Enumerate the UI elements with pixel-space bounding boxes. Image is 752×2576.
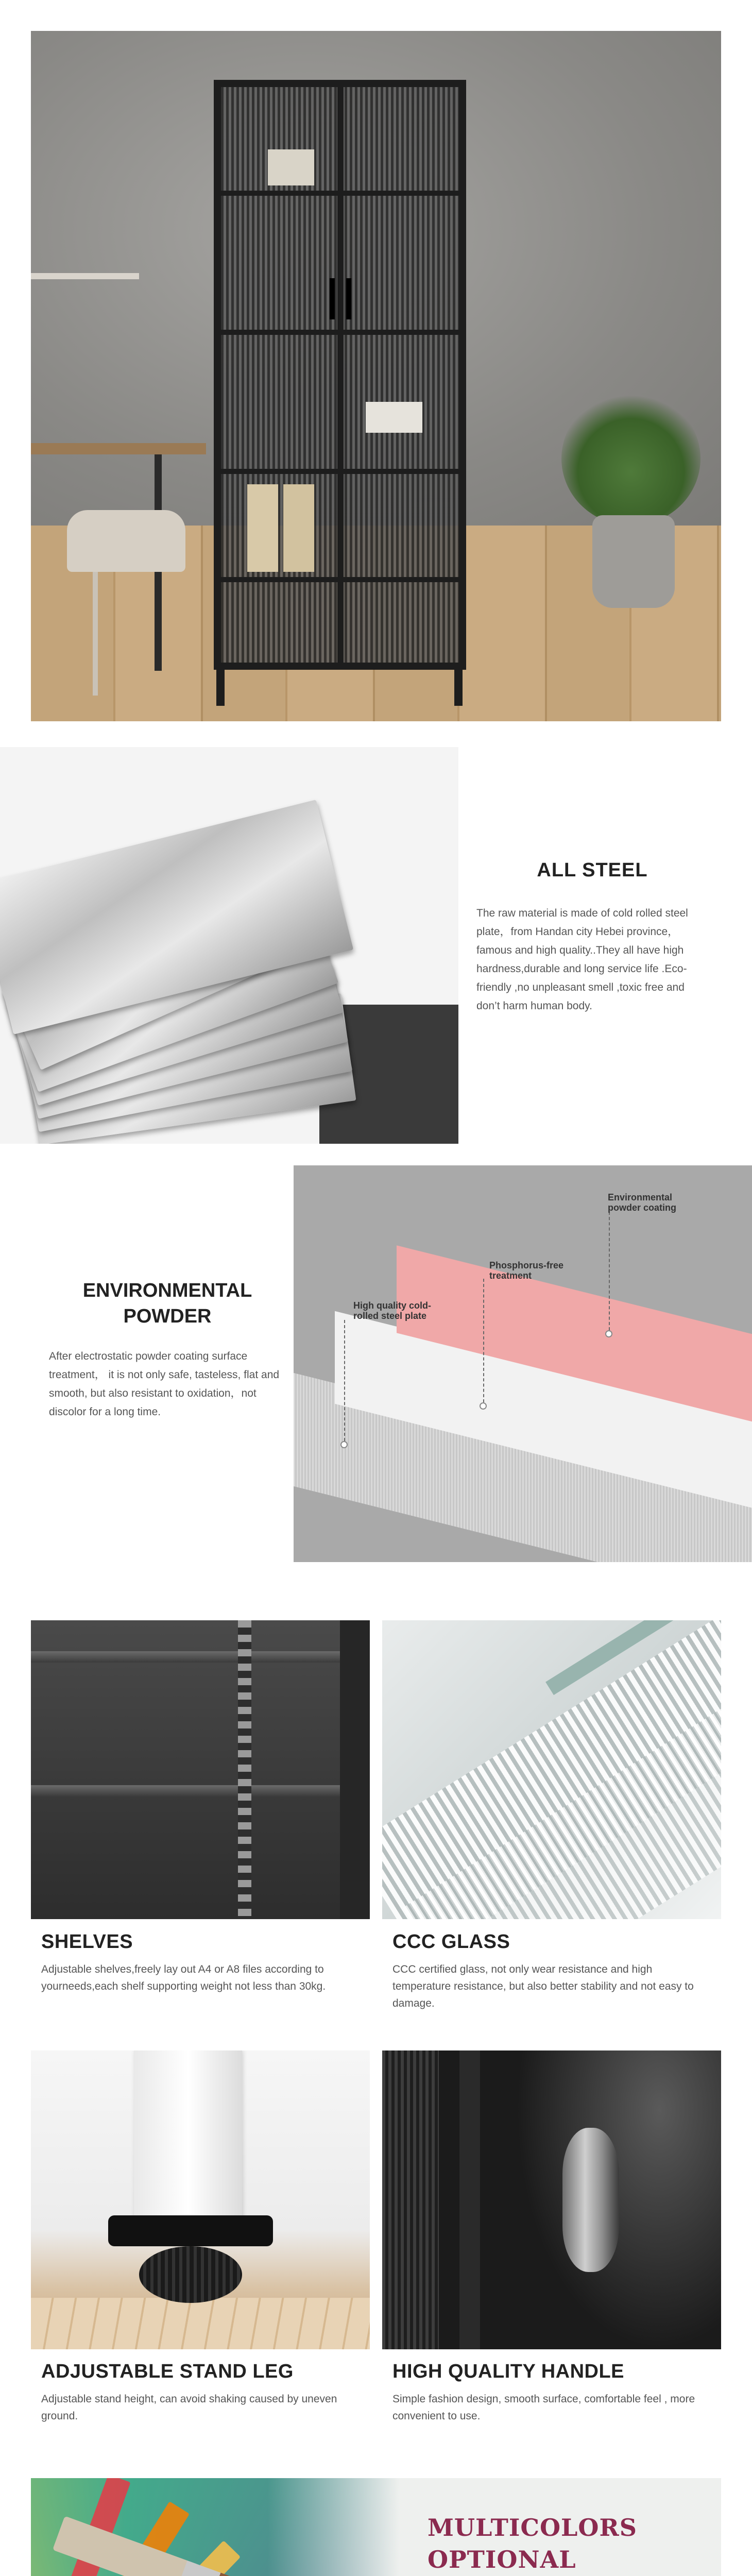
multicolors-title xyxy=(428,2512,695,2575)
title-line-1: ENVIRONMENTAL xyxy=(82,1280,252,1301)
environmental-powder-title xyxy=(49,1278,286,1329)
shelves-description: Adjustable shelves,freely lay out A4 or A8 files according to yourneeds,each shelf supporting weight not less than 30kg. xyxy=(41,1963,326,1992)
adjustable-foot xyxy=(139,2246,242,2303)
decor-frame xyxy=(268,149,314,185)
cabinet-shelf xyxy=(221,330,459,335)
callout-phosphorus: Phosphorus-free treatment xyxy=(489,1260,564,1281)
title-line-1: MULTICOLORS xyxy=(428,2514,637,2541)
ribbed-glass-image xyxy=(382,1620,721,1919)
all-steel-description: The raw material is made of cold rolled steel plate，from Handan city Hebei province，famous and high quality..They all have high hardness,durable and long service life .Eco-friendly ,no unpleasant smell ,toxic free and don’t harm human body. xyxy=(476,907,688,1012)
cabinet-handle xyxy=(346,278,351,319)
cabinet-side-panel xyxy=(340,1620,370,1919)
callout-line xyxy=(609,1212,610,1330)
stand-leg-description: Adjustable stand height, can avoid shaking caused by uneven ground. xyxy=(41,2393,337,2422)
all-steel-title: ALL STEEL xyxy=(537,859,648,881)
color-swatch-fan-image xyxy=(31,2478,422,2576)
callout-dot xyxy=(605,1330,612,1337)
image-fade xyxy=(268,2478,422,2576)
callout-line xyxy=(344,1320,345,1441)
handle-title: HIGH QUALITY HANDLE xyxy=(392,2361,625,2382)
handle-description: Simple fashion design, smooth surface, comfortable feel , more convenient to use. xyxy=(392,2393,695,2422)
cabinet-leg-post xyxy=(134,2050,242,2226)
callout-environmental: Environmental powder coating xyxy=(608,1192,677,1213)
title-line-2: OPTIONAL xyxy=(428,2546,576,2573)
coating-layers-diagram xyxy=(294,1165,752,1562)
door-handle xyxy=(562,2128,619,2272)
cabinet-shelf xyxy=(221,191,459,196)
desk-top xyxy=(31,443,206,454)
steel-plates-image xyxy=(0,747,458,1144)
chair-leg xyxy=(93,572,98,696)
shelf-plank xyxy=(31,1785,340,1797)
leg-bracket xyxy=(108,2215,273,2246)
callout-line xyxy=(483,1279,484,1402)
plant-pot xyxy=(592,515,675,608)
door-frame xyxy=(459,2050,480,2349)
handle-image xyxy=(382,2050,721,2349)
cabinet-handle xyxy=(330,278,335,319)
ribbed-glass-edge xyxy=(382,2050,439,2349)
cabinet-shelf xyxy=(221,577,459,582)
title-line-2: POWDER xyxy=(123,1306,212,1327)
shelf-plank xyxy=(31,1651,340,1663)
cabinet-foot xyxy=(216,670,225,706)
shelf-adjustment-rail xyxy=(238,1620,251,1919)
wall-shelf xyxy=(31,273,139,279)
stand-leg-title: ADJUSTABLE STAND LEG xyxy=(41,2361,294,2382)
environmental-powder-description: After electrostatic powder coating surface treatment， it is not only safe, tasteless, flat and smooth, but also resistant to oxidation，not discolor for a long time. xyxy=(49,1350,280,1418)
storage-box xyxy=(366,402,422,433)
callout-dot xyxy=(480,1402,487,1410)
binder xyxy=(247,484,278,572)
chair xyxy=(67,510,185,572)
shelves-title: SHELVES xyxy=(41,1931,133,1953)
shelves-image xyxy=(31,1620,370,1919)
callout-dot xyxy=(340,1441,348,1448)
binder xyxy=(283,484,314,572)
cabinet-shelf xyxy=(221,469,459,474)
cabinet-foot xyxy=(454,670,463,706)
hero-product-photo xyxy=(31,31,721,721)
ccc-glass-description: CCC certified glass, not only wear resistance and high temperature resistance, but also better stability and not easy to damage. xyxy=(392,1963,694,2009)
stand-leg-image xyxy=(31,2050,370,2349)
callout-steel: High quality cold- rolled steel plate xyxy=(353,1300,431,1321)
wood-floor xyxy=(31,2298,370,2349)
ccc-glass-title: CCC GLASS xyxy=(392,1931,510,1953)
plant xyxy=(561,392,700,526)
